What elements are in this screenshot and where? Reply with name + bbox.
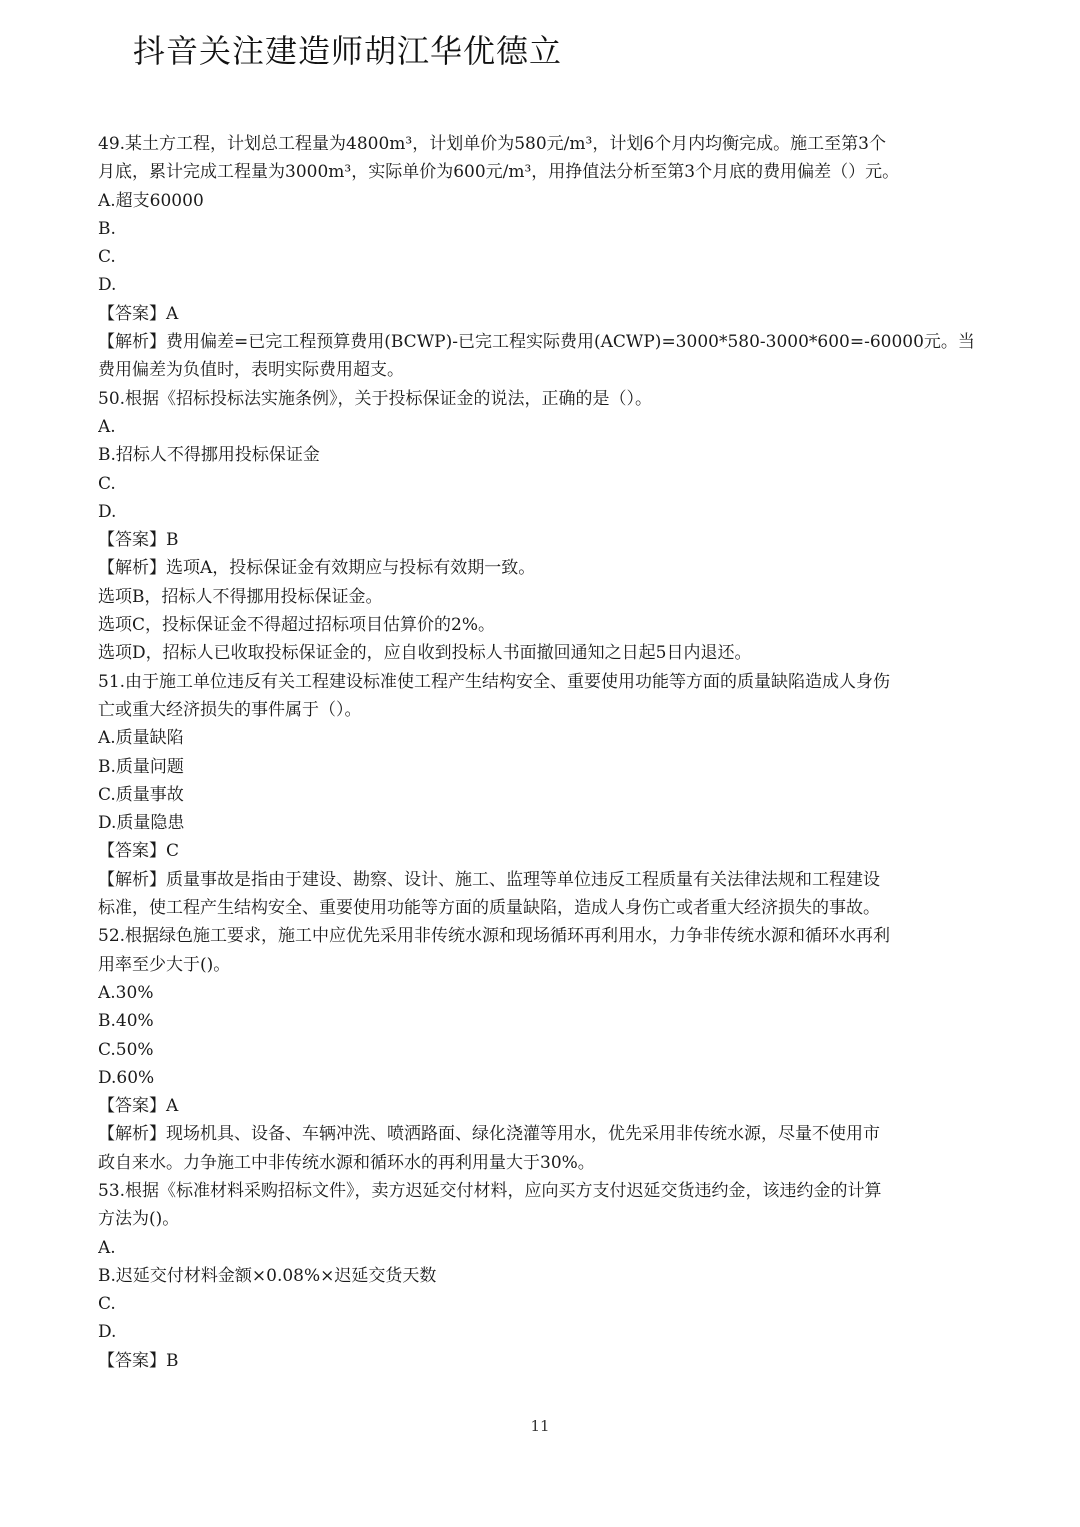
text-line: A. [98,416,116,437]
text-line: B. [98,218,116,239]
text-line: 【解析】选项A，投标保证金有效期应与投标有效期一致。 [98,558,536,579]
text-line: 选项B，招标人不得挪用投标保证金。 [98,586,383,607]
text-line: D. [98,275,117,296]
text-line: 亡或重大经济损失的事件属于（）。 [98,699,362,720]
text-line: 【解析】现场机具、设备、车辆冲洗、喷洒路面、绿化浇灌等用水，优先采用非传统水源，尽量不使用市 [98,1124,880,1145]
text-line: A. [98,1237,116,1258]
page-number: 11 [530,1417,550,1435]
text-line: C.50% [98,1039,154,1060]
text-line: 【解析】质量事故是指由于建设、勘察、设计、施工、监理等单位违反工程质量有关法律法规和工程建设 [98,869,880,890]
text-line: 费用偏差为负值时，表明实际费用超支。 [98,360,404,381]
text-line: 53.根据《标准材料采购招标文件》，卖方迟延交付材料，应向买方支付迟延交货违约金，该违约金的计算 [98,1180,882,1201]
text-line: C. [98,247,116,268]
text-line: B.招标人不得挪用投标保证金 [98,445,320,466]
text-line: B.40% [98,1011,154,1032]
text-line: 方法为()。 [98,1209,180,1230]
text-line: D.质量隐患 [98,813,185,834]
text-line: 50.根据《招标投标法实施条例》，关于投标保证金的说法，正确的是（）。 [98,388,653,409]
text-line: B.质量问题 [98,756,184,777]
text-line: 52.根据绿色施工要求，施工中应优先采用非传统水源和现场循环再利用水，力争非传统水源和循环水再利 [98,926,891,947]
text-line: 【答案】B [98,530,179,551]
text-line: 【答案】A [98,1096,179,1117]
text-line: 选项D，招标人已收取投标保证金的，应自收到投标人书面撤回通知之日起5日内退还。 [98,643,752,664]
text-line: C. [98,473,116,494]
text-line: 49.某土方工程，计划总工程量为4800m³，计划单价为580元/m³，计划6个月内均衡完成。施工至第3个 [98,134,886,154]
text-line: 【答案】A [98,303,179,324]
text-line: 标准，使工程产生结构安全、重要使用功能等方面的质量缺陷，造成人身伤亡或者重大经济损失的事故。 [98,898,880,919]
text-line: A.30% [98,982,154,1003]
text-line: 【解析】费用偏差=已完工程预算费用(BCWP)-已完工程实际费用(ACWP)=3000*580-3000*600=-60000元。当 [98,332,975,353]
text-line: D.60% [98,1067,155,1088]
text-line: 【答案】B [98,1350,179,1371]
document-body [98,130,986,1375]
text-line: 月底，累计完成工程量为3000m³，实际单价为600元/m³，用挣值法分析至第3个月底的费用偏差（）元。 [98,162,900,183]
text-line: 51.由于施工单位违反有关工程建设标准使工程产生结构安全、重要使用功能等方面的质量缺陷造成人身伤 [98,671,891,692]
text-line: B.迟延交付材料金额×0.08%×迟延交货天数 [98,1265,437,1286]
text-line: A.超支60000 [98,190,204,211]
page-header-title: 抖音关注建造师胡江华优德立 [133,32,563,70]
text-line: A.质量缺陷 [98,728,184,749]
text-line: C.质量事故 [98,784,184,805]
text-line: D. [98,501,117,522]
text-line: 政自来水。力争施工中非传统水源和循环水的再利用量大于30%。 [98,1152,595,1173]
text-line: 选项C，投标保证金不得超过招标项目估算价的2%。 [98,615,495,636]
text-line: D. [98,1322,117,1343]
text-line: 【答案】C [98,841,180,862]
text-line: C. [98,1294,116,1315]
text-line: 用率至少大于()。 [98,954,231,975]
